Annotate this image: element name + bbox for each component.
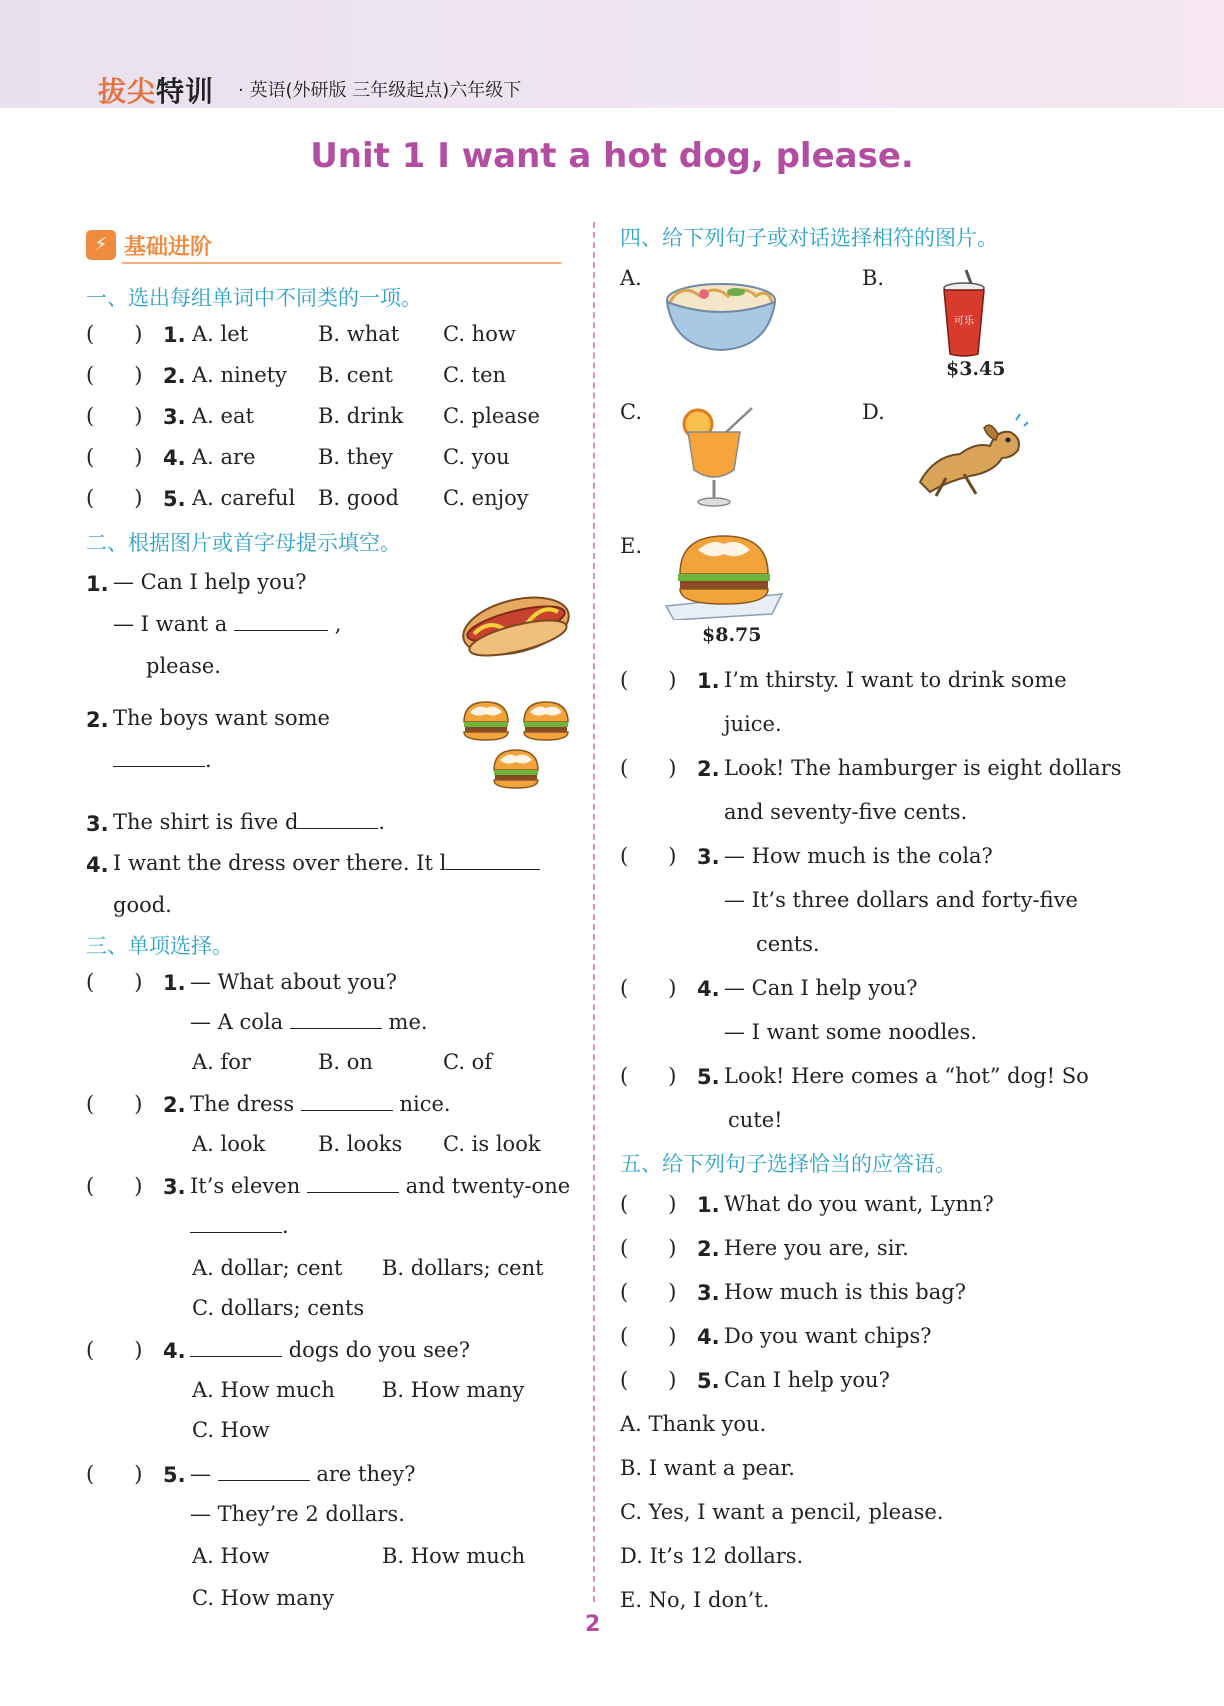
response-option-a: A. Thank you. bbox=[620, 1412, 767, 1436]
answer-bracket[interactable]: ( ) bbox=[86, 1462, 143, 1486]
sec5-item1-text: What do you want, Lynn? bbox=[724, 1192, 994, 1216]
option-a: A. dollar; cent bbox=[192, 1256, 343, 1280]
answer-blank[interactable] bbox=[190, 1338, 282, 1357]
sec4-item1-line1: I’m thirsty. I want to drink some bbox=[724, 668, 1067, 692]
hamburger-plate-icon bbox=[662, 534, 786, 620]
sec2-q2-line1: The boys want some bbox=[113, 706, 330, 730]
item-number: 5. bbox=[163, 487, 186, 511]
answer-bracket[interactable]: ( ) bbox=[620, 844, 677, 868]
answer-bracket[interactable]: ( ) bbox=[620, 1280, 677, 1304]
brand-logo: 拔尖特训 bbox=[98, 75, 215, 108]
unit-title: Unit 1 I want a hot dog, please. bbox=[310, 136, 914, 176]
option-a: A. How bbox=[192, 1544, 270, 1568]
noodles-icon bbox=[664, 278, 778, 354]
answer-bracket[interactable]: ( ) bbox=[86, 445, 143, 469]
answer-bracket[interactable]: ( ) bbox=[86, 404, 143, 428]
option-c: C. dollars; cents bbox=[192, 1296, 365, 1320]
sec3-q5-text: — are they? bbox=[190, 1462, 416, 1486]
item-number: 1. bbox=[697, 669, 720, 693]
option-c: C. How bbox=[192, 1418, 270, 1442]
answer-blank[interactable] bbox=[446, 851, 540, 870]
answer-blank[interactable] bbox=[218, 1462, 310, 1481]
pic-label-d: D. bbox=[862, 400, 885, 424]
option-b: B. drink bbox=[318, 404, 404, 428]
page-number: 2 bbox=[585, 1612, 601, 1637]
sec2-q1-line2: — I want a , bbox=[113, 612, 342, 636]
item-number: 1. bbox=[86, 572, 109, 596]
sec3-title: 三、单项选择。 bbox=[86, 934, 233, 958]
answer-bracket[interactable]: ( ) bbox=[86, 1174, 143, 1198]
item-number: 3. bbox=[163, 1175, 186, 1199]
juice-glass-icon bbox=[682, 404, 764, 510]
option-c: C. of bbox=[443, 1050, 493, 1074]
option-a: A. for bbox=[192, 1050, 251, 1074]
item-number: 5. bbox=[697, 1369, 720, 1393]
pic-label-a: A. bbox=[620, 266, 642, 290]
item-number: 2. bbox=[86, 708, 109, 732]
option-b: B. they bbox=[318, 445, 394, 469]
option-a: A. How much bbox=[192, 1378, 335, 1402]
pic-label-e: E. bbox=[620, 534, 643, 558]
item-number: 2. bbox=[697, 757, 720, 781]
sec2-q1-line3: please. bbox=[146, 654, 221, 678]
option-a: A. careful bbox=[192, 486, 296, 510]
sec3-q5-line2: — They’re 2 dollars. bbox=[190, 1502, 405, 1526]
response-option-b: B. I want a pear. bbox=[620, 1456, 795, 1480]
sec4-item5-line1: Look! Here comes a “hot” dog! So bbox=[724, 1064, 1089, 1088]
sec3-q3-text: It’s eleven and twenty-one bbox=[190, 1174, 571, 1198]
answer-bracket[interactable]: ( ) bbox=[86, 970, 143, 994]
option-b: B. How much bbox=[382, 1544, 526, 1568]
item-number: 4. bbox=[697, 977, 720, 1001]
pic-label-b: B. bbox=[862, 266, 885, 290]
sec4-item4-line2: — I want some noodles. bbox=[724, 1020, 978, 1044]
answer-bracket[interactable]: ( ) bbox=[86, 1338, 143, 1362]
item-number: 2. bbox=[163, 364, 186, 388]
option-c: C. is look bbox=[443, 1132, 541, 1156]
answer-bracket[interactable]: ( ) bbox=[86, 1092, 143, 1116]
option-a: A. let bbox=[192, 322, 249, 346]
column-divider bbox=[593, 222, 595, 1602]
cola-cup-icon bbox=[940, 268, 988, 358]
answer-blank[interactable] bbox=[290, 1010, 382, 1029]
sec3-q1-line1: — What about you? bbox=[190, 970, 397, 994]
price-b: $3.45 bbox=[946, 358, 1006, 380]
sec2-q4-text: I want the dress over there. It l bbox=[113, 851, 540, 875]
answer-bracket[interactable]: ( ) bbox=[620, 1236, 677, 1260]
option-a: A. are bbox=[192, 445, 256, 469]
sec4-item5-line2: cute! bbox=[728, 1108, 783, 1132]
sec4-item3-line2: — It’s three dollars and forty-five bbox=[724, 888, 1078, 912]
option-b: B. dollars; cent bbox=[382, 1256, 544, 1280]
pic-label-c: C. bbox=[620, 400, 642, 424]
option-c: C. ten bbox=[443, 363, 507, 387]
answer-bracket[interactable]: ( ) bbox=[620, 976, 677, 1000]
sec5-item4-text: Do you want chips? bbox=[724, 1324, 932, 1348]
sec3-q2-text: The dress nice. bbox=[190, 1092, 451, 1116]
option-a: A. ninety bbox=[192, 363, 288, 387]
sec3-q3-line2: . bbox=[190, 1214, 289, 1238]
item-number: 3. bbox=[697, 1281, 720, 1305]
answer-bracket[interactable]: ( ) bbox=[620, 1324, 677, 1348]
book-info: · 英语(外研版 三年级起点)六年级下 bbox=[238, 80, 522, 101]
item-number: 4. bbox=[697, 1325, 720, 1349]
dog-icon bbox=[906, 412, 1028, 498]
sec4-item3-line1: — How much is the cola? bbox=[724, 844, 993, 868]
sec4-item4-line1: — Can I help you? bbox=[724, 976, 918, 1000]
item-number: 3. bbox=[163, 405, 186, 429]
answer-bracket[interactable]: ( ) bbox=[86, 322, 143, 346]
option-c: C. you bbox=[443, 445, 510, 469]
answer-bracket[interactable]: ( ) bbox=[620, 756, 677, 780]
item-number: 1. bbox=[163, 971, 186, 995]
option-c: C. how bbox=[443, 322, 516, 346]
sec4-title: 四、给下列句子或对话选择相符的图片。 bbox=[620, 226, 998, 250]
cup-text: 可乐 bbox=[954, 316, 974, 327]
option-b: B. looks bbox=[318, 1132, 403, 1156]
sec5-item2-text: Here you are, sir. bbox=[724, 1236, 909, 1260]
basic-section-badge bbox=[86, 228, 570, 264]
item-number: 4. bbox=[163, 1339, 186, 1363]
answer-blank[interactable] bbox=[307, 1174, 399, 1193]
answer-bracket[interactable]: ( ) bbox=[620, 668, 677, 692]
item-number: 3. bbox=[86, 812, 109, 836]
sec5-item3-text: How much is this bag? bbox=[724, 1280, 966, 1304]
answer-bracket[interactable]: ( ) bbox=[620, 1192, 677, 1216]
response-option-d: D. It’s 12 dollars. bbox=[620, 1544, 804, 1568]
price-e: $8.75 bbox=[702, 624, 762, 646]
item-number: 1. bbox=[697, 1193, 720, 1217]
option-c: C. How many bbox=[192, 1586, 335, 1610]
option-b: B. what bbox=[318, 322, 400, 346]
basic-section-label: 基础进阶 bbox=[124, 235, 213, 260]
option-c: C. please bbox=[443, 404, 540, 428]
option-c: C. enjoy bbox=[443, 486, 529, 510]
hot-dog-icon bbox=[458, 584, 574, 662]
sec1-title: 一、选出每组单词中不同类的一项。 bbox=[86, 286, 422, 310]
item-number: 5. bbox=[163, 1463, 186, 1487]
sec4-item3-line3: cents. bbox=[756, 932, 820, 956]
sec5-item5-text: Can I help you? bbox=[724, 1368, 890, 1392]
answer-blank[interactable] bbox=[190, 1214, 282, 1233]
option-b: B. good bbox=[318, 486, 399, 510]
item-number: 2. bbox=[697, 1237, 720, 1261]
sec5-title: 五、给下列句子选择恰当的应答语。 bbox=[620, 1152, 956, 1176]
sec2-q3-text: The shirt is five d . bbox=[113, 810, 386, 834]
sec2-q1-line1: — Can I help you? bbox=[113, 570, 307, 594]
answer-blank[interactable] bbox=[234, 612, 328, 631]
option-a: A. eat bbox=[192, 404, 254, 428]
option-b: B. cent bbox=[318, 363, 393, 387]
sec2-q4-line2: good. bbox=[113, 893, 172, 917]
sec3-q1-line2: — A cola me. bbox=[190, 1010, 428, 1034]
item-number: 4. bbox=[86, 853, 109, 877]
sec4-item2-line2: and seventy-five cents. bbox=[724, 800, 968, 824]
option-a: A. look bbox=[192, 1132, 266, 1156]
item-number: 4. bbox=[163, 446, 186, 470]
item-number: 3. bbox=[697, 845, 720, 869]
answer-bracket[interactable]: ( ) bbox=[620, 1368, 677, 1392]
answer-bracket[interactable]: ( ) bbox=[86, 363, 143, 387]
sec4-item2-line1: Look! The hamburger is eight dollars bbox=[724, 756, 1122, 780]
answer-blank[interactable] bbox=[113, 748, 205, 767]
lightning-icon: ⚡ bbox=[86, 230, 116, 260]
sec2-title: 二、根据图片或首字母提示填空。 bbox=[86, 531, 401, 555]
answer-bracket[interactable]: ( ) bbox=[620, 1064, 677, 1088]
answer-bracket[interactable]: ( ) bbox=[86, 486, 143, 510]
item-number: 2. bbox=[163, 1093, 186, 1117]
hamburgers-icon bbox=[460, 696, 576, 792]
answer-blank[interactable] bbox=[298, 810, 378, 829]
item-number: 1. bbox=[163, 323, 186, 347]
response-option-e: E. No, I don’t. bbox=[620, 1588, 770, 1612]
sec2-q2-line2: . bbox=[113, 748, 212, 772]
sec4-item1-line2: juice. bbox=[724, 712, 782, 736]
option-b: B. on bbox=[318, 1050, 373, 1074]
badge-underline bbox=[122, 262, 562, 264]
item-number: 5. bbox=[697, 1065, 720, 1089]
response-option-c: C. Yes, I want a pencil, please. bbox=[620, 1500, 944, 1524]
option-b: B. How many bbox=[382, 1378, 525, 1402]
sec3-q4-text: dogs do you see? bbox=[190, 1338, 470, 1362]
answer-blank[interactable] bbox=[301, 1092, 393, 1111]
